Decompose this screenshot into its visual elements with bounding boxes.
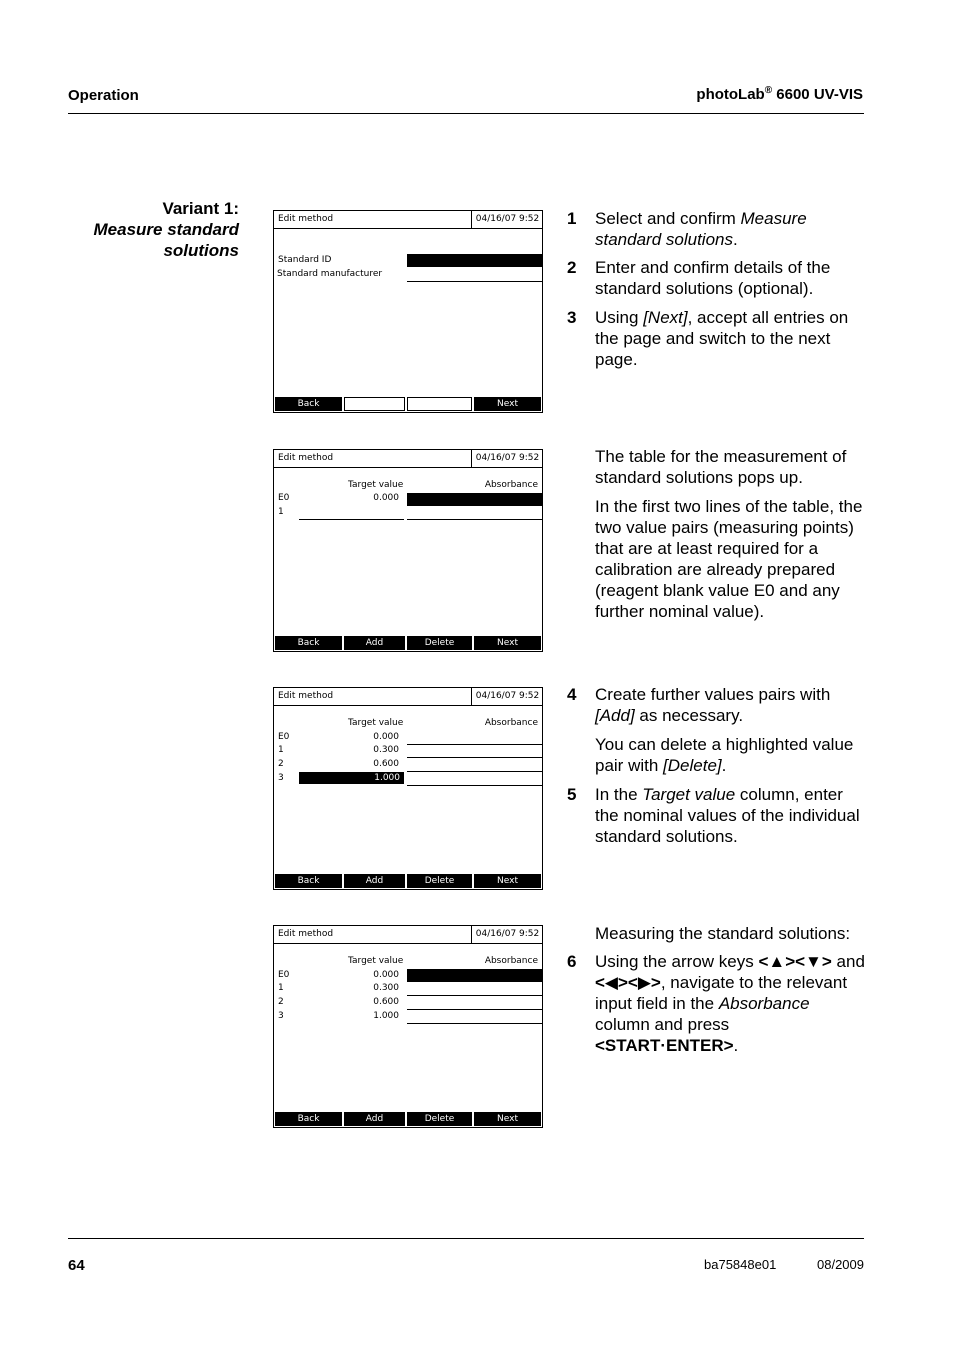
column-header-target-value: Target value bbox=[348, 956, 404, 966]
step-3-text: Using [Next], accept all entries on the page and switch to the next page. bbox=[595, 308, 849, 369]
softkey-back[interactable]: Back bbox=[275, 1112, 342, 1126]
absorbance-field[interactable] bbox=[407, 759, 542, 772]
softkey-empty-3[interactable] bbox=[407, 397, 472, 411]
screen-standards-table-measure bbox=[273, 925, 543, 1128]
absorbance-field[interactable] bbox=[407, 745, 542, 758]
row-label: 1 bbox=[278, 745, 284, 755]
softkey-add[interactable]: Add bbox=[344, 874, 405, 888]
screen-title: Edit method bbox=[278, 453, 334, 463]
step-number-4: 4 bbox=[567, 685, 577, 704]
step-5-text: In the Target value column, enter the nominal values of the individual standard solutions. bbox=[595, 785, 860, 846]
column-header-absorbance: Absorbance bbox=[484, 956, 538, 966]
softkey-add[interactable]: Add bbox=[344, 1112, 405, 1126]
screen-title-divider bbox=[274, 228, 542, 229]
paragraph-first-two-lines: In the first two lines of the table, the two value pairs (measuring points) that are at least required for a calibration are already prepared (reagent blank value E0 and any further nominal value). bbox=[595, 497, 863, 621]
arrow-keys-up-down: <▲><▼> bbox=[758, 952, 832, 971]
step-number-6: 6 bbox=[567, 952, 577, 971]
step-4-text: Create further values pairs with [Add] as necessary. bbox=[595, 685, 831, 725]
absorbance-field[interactable] bbox=[407, 997, 542, 1010]
column-header-absorbance: Absorbance bbox=[484, 718, 538, 728]
step-2-text: Enter and confirm details of the standard solutions (optional). bbox=[595, 258, 831, 298]
softkey-next[interactable]: Next bbox=[474, 1112, 541, 1126]
absorbance-field[interactable] bbox=[407, 773, 542, 786]
running-header-section: Operation bbox=[68, 87, 139, 104]
screen-title-divider bbox=[274, 943, 542, 944]
target-value: 0.000 bbox=[373, 732, 399, 742]
screen-datetime: 04/16/07 9:52 bbox=[471, 926, 543, 943]
absorbance-field[interactable] bbox=[407, 983, 542, 996]
footer-rule bbox=[68, 1238, 864, 1239]
step-number-1: 1 bbox=[567, 209, 577, 228]
softkey-back[interactable]: Back bbox=[275, 397, 342, 411]
softkey-bar bbox=[274, 873, 542, 889]
paragraph-table-pops-up: The table for the measurement of standard solutions pops up. bbox=[595, 447, 847, 487]
paragraph-delete-pair: You can delete a highlighted value pair with [Delete]. bbox=[595, 735, 854, 775]
softkey-next[interactable]: Next bbox=[474, 874, 541, 888]
softkey-next[interactable]: Next bbox=[474, 397, 541, 411]
page-number: 64 bbox=[68, 1257, 85, 1274]
target-value: 0.000 bbox=[373, 493, 399, 503]
row-label: 1 bbox=[278, 983, 284, 993]
header-rule bbox=[68, 113, 864, 114]
target-value: 1.000 bbox=[373, 1011, 399, 1021]
document-date: 08/2009 bbox=[817, 1257, 864, 1272]
variant-title-line1: Measure standard bbox=[93, 220, 239, 239]
registered-mark: ® bbox=[764, 85, 773, 96]
target-value: 0.300 bbox=[373, 745, 399, 755]
softkey-next[interactable]: Next bbox=[474, 636, 541, 650]
step-6-text: Using the arrow keys <▲><▼> and <◀><▶>, navigate to the relevant input field in the Absorbance column and press <START·ENTER>. bbox=[595, 952, 865, 1055]
screen-title: Edit method bbox=[278, 214, 334, 224]
standard-manufacturer-field[interactable] bbox=[407, 269, 542, 282]
screen-title-divider bbox=[274, 705, 542, 706]
step-number-2: 2 bbox=[567, 258, 577, 277]
arrow-keys-left-right: <◀><▶> bbox=[595, 973, 661, 992]
paragraph-measuring: Measuring the standard solutions: bbox=[595, 924, 851, 943]
target-value: 0.000 bbox=[373, 970, 399, 980]
screen-datetime: 04/16/07 9:52 bbox=[471, 211, 543, 228]
absorbance-field[interactable] bbox=[407, 732, 542, 745]
row-label: E0 bbox=[278, 970, 290, 980]
document-code: ba75848e01 bbox=[704, 1257, 777, 1272]
step-number-3: 3 bbox=[567, 308, 577, 327]
absorbance-field-highlighted[interactable] bbox=[407, 493, 542, 506]
standard-id-field[interactable] bbox=[407, 254, 542, 267]
absorbance-field-highlighted[interactable] bbox=[407, 969, 542, 982]
softkey-bar bbox=[274, 635, 542, 651]
screen-datetime: 04/16/07 9:52 bbox=[471, 688, 543, 705]
step-1-text: Select and confirm Measure standard solutions. bbox=[595, 209, 807, 249]
row-label: 2 bbox=[278, 997, 284, 1007]
variant-heading bbox=[94, 198, 240, 261]
softkey-bar bbox=[274, 396, 542, 412]
screen-title: Edit method bbox=[278, 929, 334, 939]
variant-label: Variant 1: bbox=[162, 199, 239, 218]
absorbance-field[interactable] bbox=[407, 1011, 542, 1024]
label-standard-manufacturer: Standard manufacturer bbox=[277, 269, 383, 279]
start-enter-key: <START·ENTER> bbox=[595, 1036, 734, 1055]
row-label: 2 bbox=[278, 759, 284, 769]
softkey-back[interactable]: Back bbox=[275, 874, 342, 888]
screen-title-divider bbox=[274, 467, 542, 468]
absorbance-field[interactable] bbox=[407, 507, 542, 520]
column-header-target-value: Target value bbox=[348, 480, 404, 490]
screen-datetime: 04/16/07 9:52 bbox=[471, 450, 543, 467]
running-header-product bbox=[696, 85, 863, 103]
softkey-bar bbox=[274, 1111, 542, 1127]
target-value-field-highlighted[interactable]: 1.000 bbox=[299, 772, 404, 784]
row-label: E0 bbox=[278, 732, 290, 742]
row-label: 3 bbox=[278, 1011, 284, 1021]
target-value: 0.600 bbox=[373, 997, 399, 1007]
screen-standards-table-entry bbox=[273, 687, 543, 890]
row-label: 1 bbox=[278, 507, 284, 517]
row-label: E0 bbox=[278, 493, 290, 503]
product-model: 6600 UV-VIS bbox=[772, 86, 863, 103]
column-header-target-value: Target value bbox=[348, 718, 404, 728]
screen-title: Edit method bbox=[278, 691, 334, 701]
target-value: 0.600 bbox=[373, 759, 399, 769]
screen-standards-table-initial bbox=[273, 449, 543, 652]
step-number-5: 5 bbox=[567, 785, 577, 804]
label-standard-id: Standard ID bbox=[278, 255, 332, 265]
softkey-delete[interactable]: Delete bbox=[407, 874, 472, 888]
softkey-add[interactable]: Add bbox=[344, 636, 405, 650]
softkey-delete[interactable]: Delete bbox=[407, 1112, 472, 1126]
screen-standard-details bbox=[273, 210, 543, 413]
softkey-back[interactable]: Back bbox=[275, 636, 342, 650]
column-header-absorbance: Absorbance bbox=[484, 480, 538, 490]
softkey-delete[interactable]: Delete bbox=[407, 636, 472, 650]
target-value-field[interactable] bbox=[299, 507, 404, 520]
product-name: photoLab bbox=[696, 86, 765, 103]
row-label: 3 bbox=[278, 773, 284, 783]
softkey-empty-2[interactable] bbox=[344, 397, 405, 411]
target-value: 0.300 bbox=[373, 983, 399, 993]
variant-title-line2: solutions bbox=[163, 241, 239, 260]
